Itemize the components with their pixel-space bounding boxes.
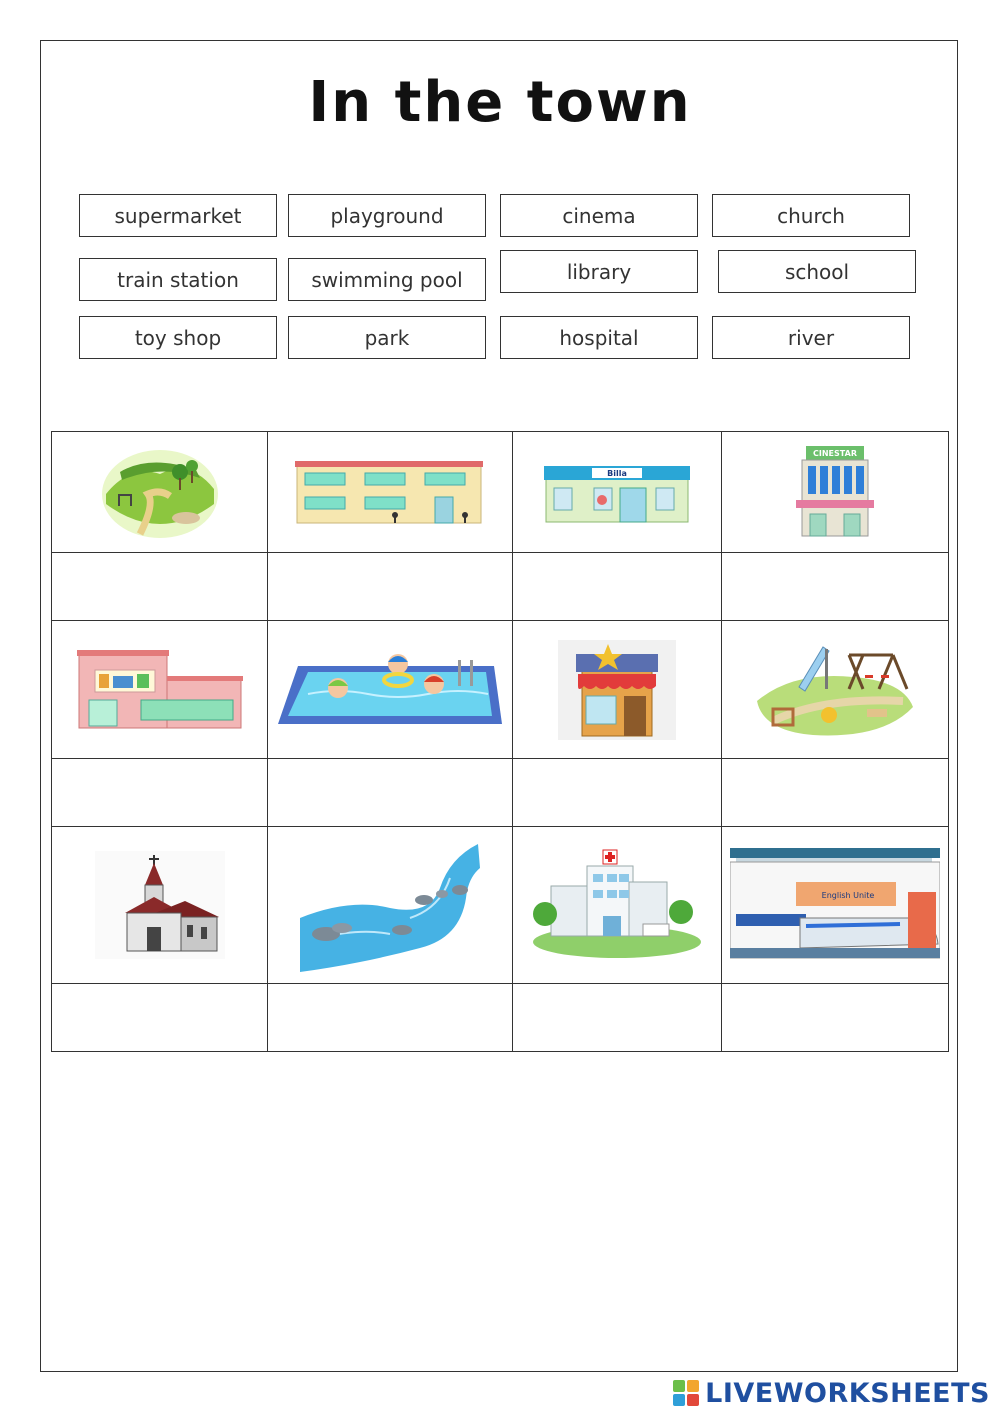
park-icon xyxy=(100,444,220,540)
cinema-sign: CINESTAR xyxy=(813,449,857,458)
picture-cell xyxy=(268,621,513,759)
word-bank-item[interactable]: park xyxy=(288,316,486,359)
answer-cell[interactable] xyxy=(268,984,513,1052)
answer-cell[interactable] xyxy=(268,759,513,827)
word-bank-item[interactable]: river xyxy=(712,316,910,359)
river-icon xyxy=(300,838,480,972)
word-bank-item[interactable]: toy shop xyxy=(79,316,277,359)
cinema-icon xyxy=(788,444,882,540)
answer-cell[interactable] xyxy=(52,553,268,621)
footer-logo xyxy=(673,1376,990,1410)
hospital-icon xyxy=(531,846,703,964)
picture-cell xyxy=(722,432,949,553)
word-bank-item[interactable]: cinema xyxy=(500,194,698,237)
train-station-icon xyxy=(730,848,940,962)
station-sign: English Unite xyxy=(821,891,875,900)
toy-shop-icon xyxy=(558,640,676,740)
answer-cell[interactable] xyxy=(722,553,949,621)
answer-cell[interactable] xyxy=(513,759,722,827)
word-bank-item[interactable]: school xyxy=(718,250,916,293)
word-bank-item[interactable]: swimming pool xyxy=(288,258,486,301)
liveworksheets-logo-icon xyxy=(673,1380,699,1406)
picture-cell xyxy=(513,432,722,553)
picture-cell xyxy=(268,432,513,553)
word-bank-item[interactable]: playground xyxy=(288,194,486,237)
word-bank-item[interactable]: train station xyxy=(79,258,277,301)
word-bank-item[interactable]: church xyxy=(712,194,910,237)
answer-cell[interactable] xyxy=(52,984,268,1052)
church-icon xyxy=(95,851,225,959)
answer-cell[interactable] xyxy=(722,759,949,827)
swimming-pool-icon xyxy=(278,650,502,730)
word-bank-item[interactable]: supermarket xyxy=(79,194,277,237)
supermarket-sign: Billa xyxy=(607,469,627,478)
picture-cell xyxy=(52,827,268,984)
school-icon xyxy=(295,457,485,527)
brand-name: LIVEWORKSHEETS xyxy=(705,1377,990,1409)
playground-icon xyxy=(753,641,917,739)
library-icon xyxy=(77,650,243,730)
picture-grid xyxy=(51,431,949,1052)
picture-cell xyxy=(52,432,268,553)
page-title: In the town xyxy=(308,70,692,135)
picture-cell xyxy=(268,827,513,984)
answer-cell[interactable] xyxy=(513,984,722,1052)
picture-cell xyxy=(513,621,722,759)
answer-cell[interactable] xyxy=(52,759,268,827)
picture-cell xyxy=(722,827,949,984)
answer-cell[interactable] xyxy=(513,553,722,621)
word-bank-item[interactable]: library xyxy=(500,250,698,293)
picture-cell xyxy=(52,621,268,759)
answer-cell[interactable] xyxy=(268,553,513,621)
picture-cell xyxy=(513,827,722,984)
word-bank-item[interactable]: hospital xyxy=(500,316,698,359)
picture-cell xyxy=(722,621,949,759)
answer-cell[interactable] xyxy=(722,984,949,1052)
supermarket-icon xyxy=(544,460,690,524)
